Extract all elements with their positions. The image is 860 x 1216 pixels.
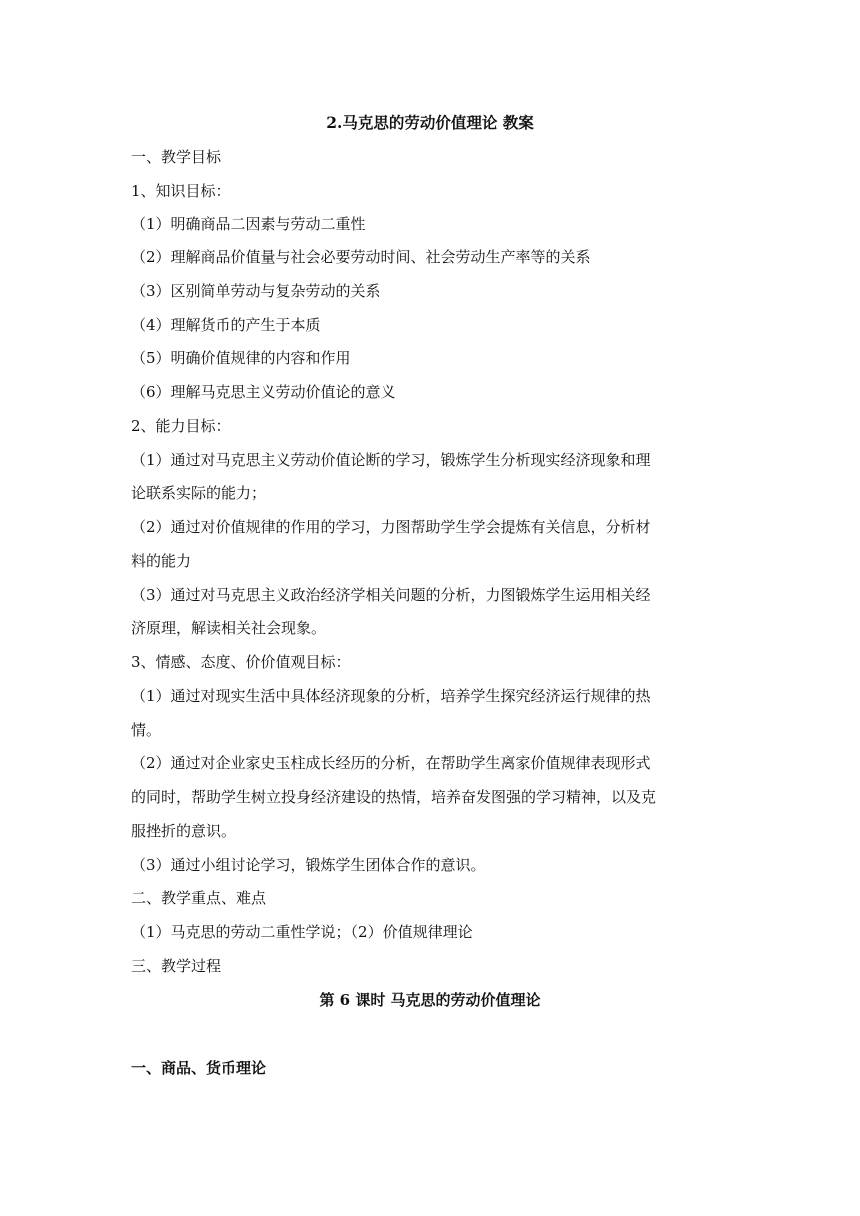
text-line: 三、教学过程	[131, 957, 222, 975]
text-line: （2）通过对企业家史玉柱成长经历的分析，在帮助学生离家价值规律表现形式	[131, 754, 651, 772]
text-line: （2）通过对价值规律的作用的学习，力图帮助学生学会提炼有关信息，分析材	[131, 518, 651, 536]
text-line: （3）区别简单劳动与复杂劳动的关系	[131, 282, 381, 300]
text-line: （3）通过小组讨论学习，锻炼学生团体合作的意识。	[131, 856, 486, 874]
text-line: 1、知识目标：	[131, 182, 231, 200]
text-line: （3）通过对马克思主义政治经济学相关问题的分析，力图锻炼学生运用相关经	[131, 586, 651, 604]
text-line: 济原理，解读相关社会现象。	[131, 619, 327, 637]
text-line: 论联系实际的能力；	[131, 484, 267, 502]
text-line: 料的能力	[131, 552, 192, 570]
section-heading: 一、商品、货币理论	[131, 1059, 267, 1077]
text-line: 一、教学目标	[131, 148, 222, 166]
text-line: （1）马克思的劳动二重性学说；（2）价值规律理论	[131, 923, 473, 941]
text-line: 二、教学重点、难点	[131, 889, 267, 907]
text-line: 3、情感、态度、价价值观目标：	[131, 653, 351, 671]
text-line: （2）理解商品价值量与社会必要劳动时间、社会劳动生产率等的关系	[131, 248, 591, 266]
text-line: （1）明确商品二因素与劳动二重性	[131, 215, 366, 233]
text-line: 2、能力目标：	[131, 417, 231, 435]
text-line: （4）理解货币的产生于本质	[131, 316, 321, 334]
text-line: （6）理解马克思主义劳动价值论的意义	[131, 383, 396, 401]
text-line: 的同时，帮助学生树立投身经济建设的热情，培养奋发图强的学习精神，以及克	[131, 788, 657, 806]
document-title: 2.马克思的劳动价值理论 教案	[326, 113, 534, 132]
text-line: 服挫折的意识。	[131, 822, 237, 840]
text-line: （1）通过对现实生活中具体经济现象的分析，培养学生探究经济运行规律的热	[131, 687, 651, 705]
text-line: 情。	[131, 721, 162, 739]
text-line: （1）通过对马克思主义劳动价值论断的学习，锻炼学生分析现实经济现象和理	[131, 451, 651, 469]
text-line: （5）明确价值规律的内容和作用	[131, 349, 351, 367]
lesson-title: 第 6 课时 马克思的劳动价值理论	[319, 991, 541, 1009]
